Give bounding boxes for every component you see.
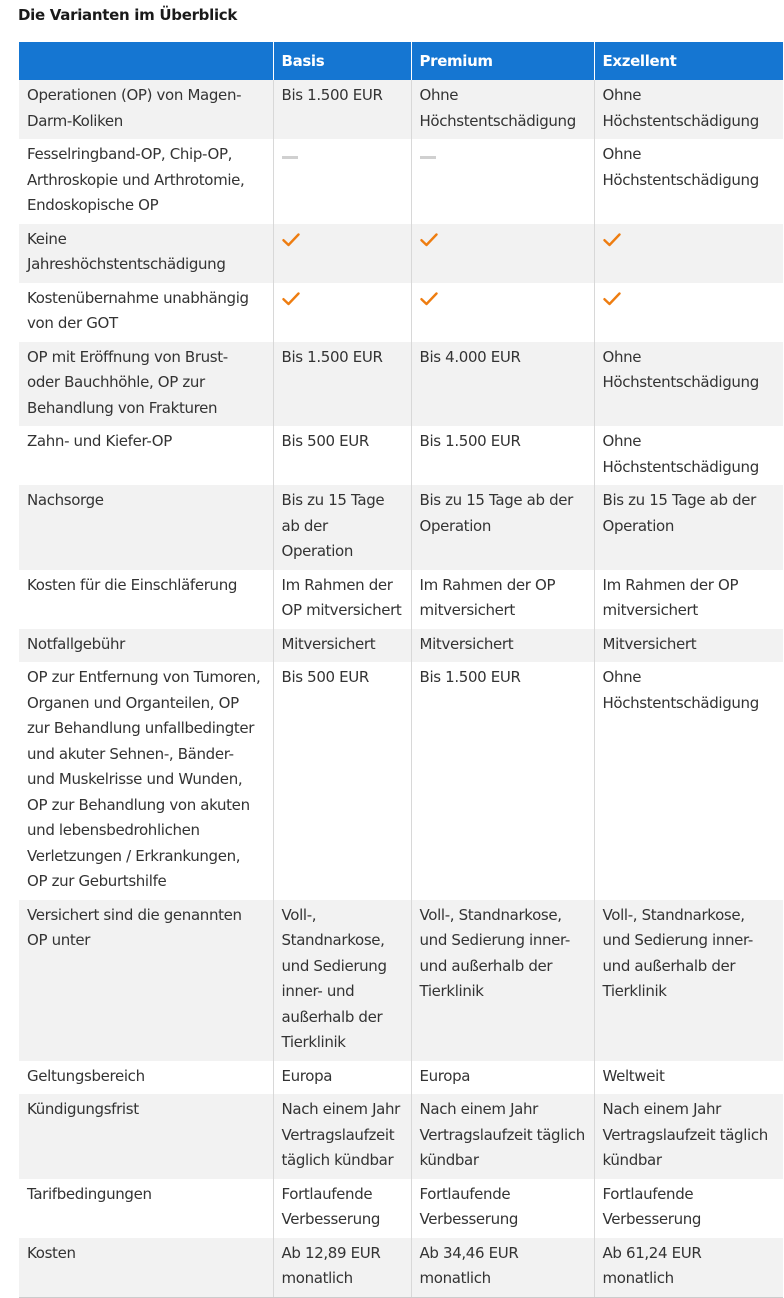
- cell-exzellent: Ab 61,24 EUR monatlich: [594, 1238, 783, 1298]
- cell-basis: Fortlaufende Verbesserung: [273, 1179, 411, 1238]
- check-icon: [603, 233, 776, 247]
- cell-exzellent: Weltweit: [594, 1061, 783, 1095]
- row-label: OP zur Entfernung von Tumoren, Organen und Organteilen, OP zur Behandlung unfallbedingter und akuter Sehnen-, Bänder- und Muskelrisse und Wunden, OP zur Behandlung von akuten und lebensbedrohlichen Verletzungen / Erkrankungen, OP zur Geburtshilfe: [19, 662, 273, 900]
- row-label: Notfallgebühr: [19, 629, 273, 663]
- cell-basis: [273, 139, 411, 224]
- dash-icon: [282, 156, 298, 159]
- table-row: [19, 1094, 783, 1179]
- header-basis: Basis: [273, 42, 411, 80]
- cell-basis: Bis 1.500 EUR: [273, 80, 411, 139]
- cell-premium: Nach einem Jahr Vertragslaufzeit täglich kündbar: [411, 1094, 594, 1179]
- cell-exzellent: [594, 224, 783, 283]
- cell-exzellent: Ohne Höchstentschädigung: [594, 139, 783, 224]
- cell-exzellent: Nach einem Jahr Vertragslaufzeit täglich kündbar: [594, 1094, 783, 1179]
- cell-premium: [411, 224, 594, 283]
- cell-premium: Bis 1.500 EUR: [411, 426, 594, 485]
- table-row: [19, 662, 783, 900]
- row-label: OP mit Eröffnung von Brust- oder Bauchhöhle, OP zur Behandlung von Frakturen: [19, 342, 273, 427]
- check-icon: [420, 292, 586, 306]
- cell-exzellent: Bis zu 15 Tage ab der Operation: [594, 485, 783, 570]
- table-row: [19, 900, 783, 1061]
- cell-basis: Bis 1.500 EUR: [273, 342, 411, 427]
- cell-premium: Voll-, Standnarkose, und Sedierung inner- und außerhalb der Tierklinik: [411, 900, 594, 1061]
- cell-basis: [273, 283, 411, 342]
- table-row: [19, 224, 783, 283]
- table-row: [19, 283, 783, 342]
- cell-premium: Im Rahmen der OP mitversichert: [411, 570, 594, 629]
- header-exzellent: Exzellent: [594, 42, 783, 80]
- cell-exzellent: Ohne Höchstentschädigung: [594, 342, 783, 427]
- cell-exzellent: Ohne Höchstentschädigung: [594, 426, 783, 485]
- cell-exzellent: Ohne Höchstentschädigung: [594, 662, 783, 900]
- check-icon: [420, 233, 586, 247]
- row-label: Kosten: [19, 1238, 273, 1298]
- cell-exzellent: Ohne Höchstentschädigung: [594, 80, 783, 139]
- cell-basis: Bis 500 EUR: [273, 426, 411, 485]
- comparison-table: [19, 42, 783, 1298]
- cell-premium: Europa: [411, 1061, 594, 1095]
- cell-premium: Fortlaufende Verbesserung: [411, 1179, 594, 1238]
- check-icon: [282, 233, 403, 247]
- row-label: Kostenübernahme unabhängig von der GOT: [19, 283, 273, 342]
- cell-basis: Bis zu 15 Tage ab der Operation: [273, 485, 411, 570]
- header-feature: [19, 42, 273, 80]
- cell-exzellent: Fortlaufende Verbesserung: [594, 1179, 783, 1238]
- table-row: [19, 570, 783, 629]
- cell-premium: Bis 4.000 EUR: [411, 342, 594, 427]
- cell-premium: Mitversichert: [411, 629, 594, 663]
- cell-basis: Ab 12,89 EUR monatlich: [273, 1238, 411, 1298]
- row-label: Fesselringband-OP, Chip-OP, Arthroskopie und Arthrotomie, Endoskopische OP: [19, 139, 273, 224]
- cell-basis: Mitversichert: [273, 629, 411, 663]
- cell-premium: Bis zu 15 Tage ab der Operation: [411, 485, 594, 570]
- cell-basis: Im Rahmen der OP mitversichert: [273, 570, 411, 629]
- page-title: Die Varianten im Überblick: [18, 6, 238, 24]
- table-row: [19, 426, 783, 485]
- cell-basis: Voll-, Standnarkose, und Sedierung inner- und außerhalb der Tierklinik: [273, 900, 411, 1061]
- row-label: Nachsorge: [19, 485, 273, 570]
- row-label: Kosten für die Einschläferung: [19, 570, 273, 629]
- cell-exzellent: Im Rahmen der OP mitversichert: [594, 570, 783, 629]
- table-header-row: [19, 42, 783, 80]
- cell-exzellent: Voll-, Standnarkose, und Sedierung inner- und außerhalb der Tierklinik: [594, 900, 783, 1061]
- cell-exzellent: [594, 283, 783, 342]
- cell-basis: Europa: [273, 1061, 411, 1095]
- cell-premium: [411, 283, 594, 342]
- cell-basis: [273, 224, 411, 283]
- check-icon: [282, 292, 403, 306]
- check-icon: [603, 292, 776, 306]
- table-row: [19, 485, 783, 570]
- table-row: [19, 629, 783, 663]
- cell-premium: Ohne Höchstentschädigung: [411, 80, 594, 139]
- row-label: Operationen (OP) von Magen-Darm-Koliken: [19, 80, 273, 139]
- cell-basis: Nach einem Jahr Vertragslaufzeit täglich kündbar: [273, 1094, 411, 1179]
- cell-basis: Bis 500 EUR: [273, 662, 411, 900]
- cell-premium: Bis 1.500 EUR: [411, 662, 594, 900]
- header-premium: Premium: [411, 42, 594, 80]
- row-label: Geltungsbereich: [19, 1061, 273, 1095]
- row-label: Kündigungsfrist: [19, 1094, 273, 1179]
- dash-icon: [420, 156, 436, 159]
- table-row: [19, 139, 783, 224]
- row-label: Versichert sind die genannten OP unter: [19, 900, 273, 1061]
- table-row: [19, 1179, 783, 1238]
- row-label: Tarifbedingungen: [19, 1179, 273, 1238]
- cell-premium: Ab 34,46 EUR monatlich: [411, 1238, 594, 1298]
- cell-premium: [411, 139, 594, 224]
- table-row: [19, 342, 783, 427]
- row-label: Zahn- und Kiefer-OP: [19, 426, 273, 485]
- cell-exzellent: Mitversichert: [594, 629, 783, 663]
- row-label: Keine Jahreshöchstentschädigung: [19, 224, 273, 283]
- table-row: [19, 80, 783, 139]
- table-row: [19, 1061, 783, 1095]
- table-row: [19, 1238, 783, 1298]
